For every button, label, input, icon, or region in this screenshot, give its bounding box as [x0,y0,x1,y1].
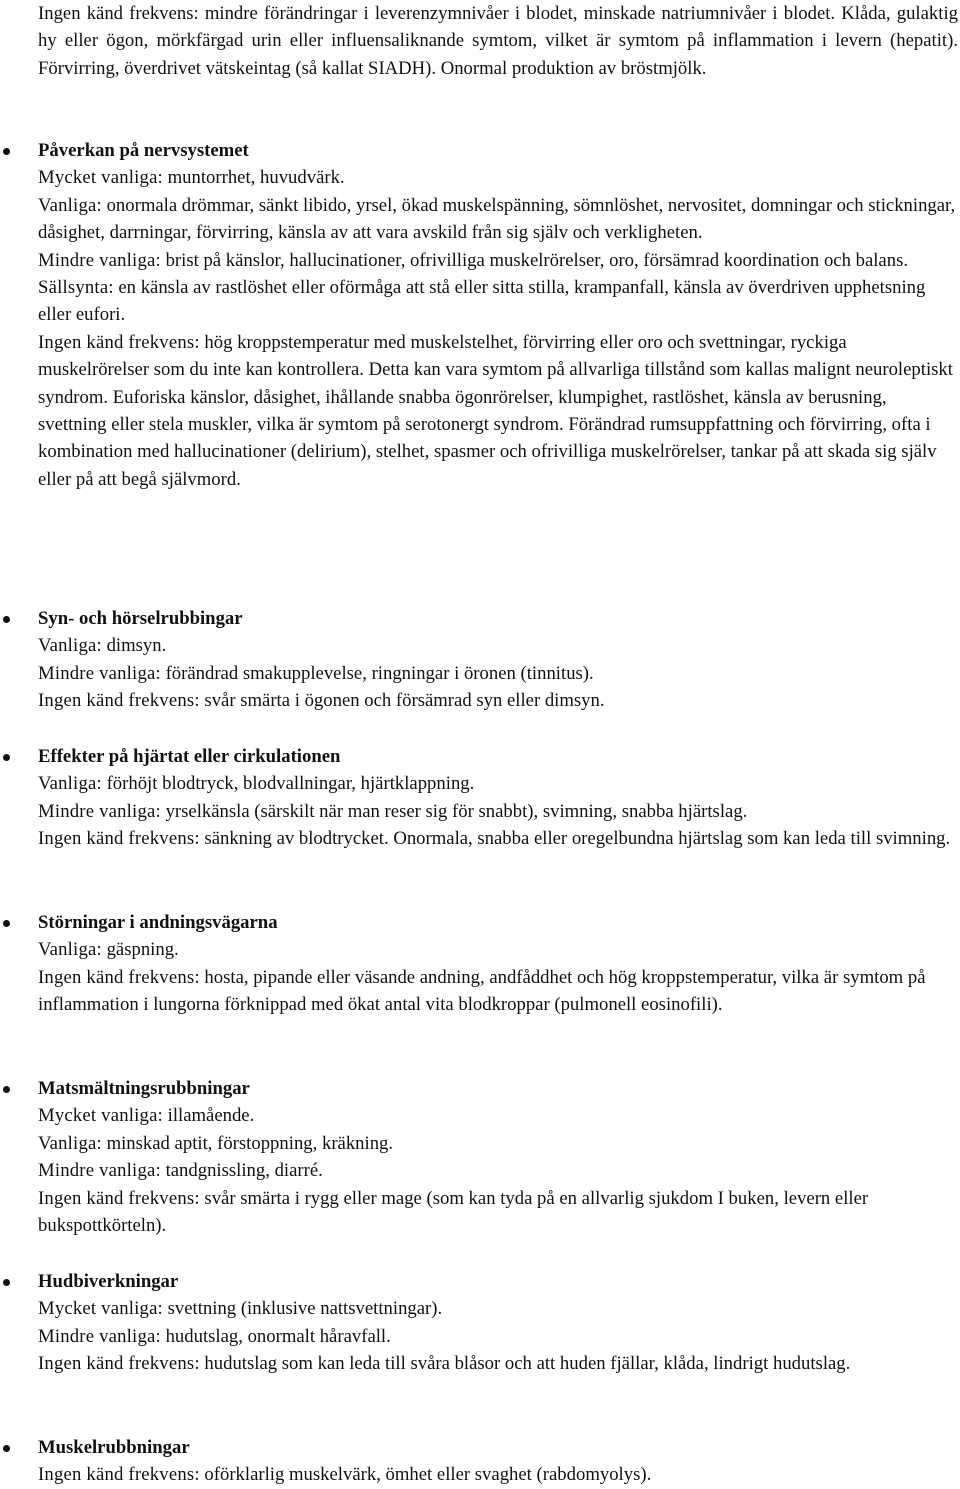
frequency-paragraph [0,1350,958,1377]
frequency-label: Ingen känd frekvens: [38,966,200,988]
frequency-paragraph [0,1157,958,1184]
frequency-paragraph [0,1323,958,1350]
bullet-icon [3,920,10,927]
frequency-paragraph [0,660,958,687]
frequency-text: oförklarlig muskelvärk, ömhet eller svaghet (rabdomyolys). [199,1464,652,1486]
frequency-paragraph [0,247,958,274]
frequency-label: Ingen känd frekvens: [38,1464,200,1486]
frequency-paragraph [0,1102,958,1129]
frequency-text: muntorrhet, huvudvärk. [162,167,345,189]
frequency-label: Mindre vanliga: [38,249,161,271]
frequency-label: Mycket vanliga: [38,1298,163,1320]
frequency-label: Vanliga: [38,1132,102,1154]
section-respiratory [0,909,960,1019]
frequency-label: Vanliga: [38,939,102,961]
frequency-paragraph [0,329,958,493]
frequency-paragraph [0,825,958,852]
frequency-label: Vanliga: [38,773,102,795]
frequency-label: Ingen känd frekvens: [38,331,200,353]
frequency-text: illamående. [162,1105,255,1127]
bullet-icon [3,754,10,761]
frequency-paragraph [0,1461,958,1488]
frequency-text: gäspning. [101,939,179,961]
bullet-icon [3,1445,10,1452]
frequency-text: förhöjt blodtryck, blodvallningar, hjärtklappning. [101,773,475,795]
frequency-label: Mindre vanliga: [38,1160,161,1182]
frequency-text: svår smärta i rygg eller mage (som kan tyda på en allvarlig sjukdom I buken, levern eller bukspottkörteln). [38,1187,869,1237]
frequency-label: Ingen känd frekvens: [38,1187,200,1209]
section-heart-circulation [0,743,960,853]
frequency-text: hosta, pipande eller väsande andning, andfåddhet och hög kroppstemperatur, vilka är symtom på inflammation i lungorna förknippad med ökat antal vita blodkroppar (pulmonell eosinofili). [38,966,926,1016]
frequency-label: Ingen känd frekvens: [38,828,200,850]
frequency-label: Mindre vanliga: [38,1325,161,1347]
frequency-paragraph [0,1130,958,1157]
frequency-text: svettning (inklusive nattsvettningar). [162,1298,443,1320]
frequency-label: Mycket vanliga: [38,1105,163,1127]
frequency-text: förändrad smakupplevelse, ringningar i öronen (tinnitus). [160,662,594,684]
frequency-paragraph [0,1295,958,1322]
frequency-paragraph [0,798,958,825]
intro-paragraph: Ingen känd frekvens: mindre förändringar i leverenzymnivåer i blodet, minskade natriumnivåer i blodet. Klåda, gulaktig hy eller ögon, mörkfärgad urin eller influensaliknande symtom, vilket är symtom på inflammation i levern (hepatit). Förvirring, överdrivet vätskeintag (så kallat SIADH). Onormal produktion av bröstmjölk. [38,3,958,79]
frequency-text: hudutslag som kan leda till svåra blåsor och att huden fjällar, klåda, lindrigt hudutslag. [199,1353,851,1375]
frequency-label: Vanliga: [38,635,102,657]
frequency-label: Ingen känd frekvens: [38,1353,200,1375]
frequency-label: Mindre vanliga: [38,800,161,822]
bullet-icon [3,1086,10,1093]
frequency-paragraph [0,964,958,1019]
frequency-text: dimsyn. [101,635,167,657]
section-title: Muskelrubbningar [38,1437,190,1458]
frequency-paragraph [0,1185,958,1240]
frequency-paragraph [0,164,958,191]
frequency-text: hög kroppstemperatur med muskelstelhet, förvirring eller oro och svettningar, ryckiga muskelrörelser som du inte kan kontrollera. Detta kan vara symtom på allvarliga tillstånd som kallas malignt neuroleptiskt syndrom. Euforiska känslor, dåsighet, ihållande snabba ögonrörelser, klumpighet, rastlöshet, känsla av berusning, svettning eller stela muskler, vilka är symtom på serotonergt syndrom. Förändrad rumsuppfattning och förvirring, ofta i kombination med hallucinationer (delirium), stelhet, spasmer och ofrivilliga muskelrörelser, tankar på att skada sig själv eller på att begå självmord. [38,331,953,490]
frequency-text: en känsla av rastlöshet eller oförmåga att stå eller sitta stilla, krampanfall, känsla av överdriven upphetsning eller eufori. [38,277,926,326]
frequency-label: Mindre vanliga: [38,662,161,684]
section-vision-hearing [0,605,960,715]
frequency-paragraph [0,274,958,329]
frequency-text: onormala drömmar, sänkt libido, yrsel, ökad muskelspänning, sömnlöshet, nervositet, domningar och stickningar, dåsighet, darrningar, förvirring, känsla av att vara avskild från sig själv och verkligheten. [38,194,956,244]
frequency-text: tandgnissling, diarré. [160,1160,323,1182]
section-nervous-system [0,137,960,493]
bullet-icon [3,616,10,623]
section-skin [0,1268,960,1378]
section-title: Hudbiverkningar [38,1271,179,1292]
section-title: Syn- och hörselrubbingar [38,608,243,629]
section-title: Påverkan på nervsystemet [38,140,249,161]
frequency-label: Vanliga: [38,194,102,216]
frequency-paragraph [0,770,958,797]
section-title: Effekter på hjärtat eller cirkulationen [38,746,341,767]
frequency-text: hudutslag, onormalt håravfall. [160,1325,391,1347]
section-digestive [0,1075,960,1239]
section-title: Matsmältningsrubbningar [38,1078,250,1099]
frequency-text: svår smärta i ögonen och försämrad syn eller dimsyn. [199,690,605,712]
frequency-label: Sällsynta: [38,277,114,299]
frequency-label: Mycket vanliga: [38,167,163,189]
frequency-text: yrselkänsla (särskilt när man reser sig för snabbt), svimning, snabba hjärtslag. [160,800,748,822]
section-muscle [0,1434,960,1489]
frequency-text: brist på känslor, hallucinationer, ofrivilliga muskelrörelser, oro, försämrad koordination och balans. [160,249,909,271]
frequency-paragraph [0,687,958,714]
frequency-paragraph [0,936,958,963]
frequency-label: Ingen känd frekvens: [38,690,200,712]
section-title: Störningar i andningsvägarna [38,912,278,933]
bullet-icon [3,148,10,155]
frequency-text: minskad aptit, förstoppning, kräkning. [101,1132,394,1154]
frequency-text: sänkning av blodtrycket. Onormala, snabba eller oregelbundna hjärtslag som kan leda till svimning. [199,828,951,850]
frequency-paragraph [0,192,958,247]
bullet-icon [3,1279,10,1286]
frequency-paragraph [0,632,958,659]
